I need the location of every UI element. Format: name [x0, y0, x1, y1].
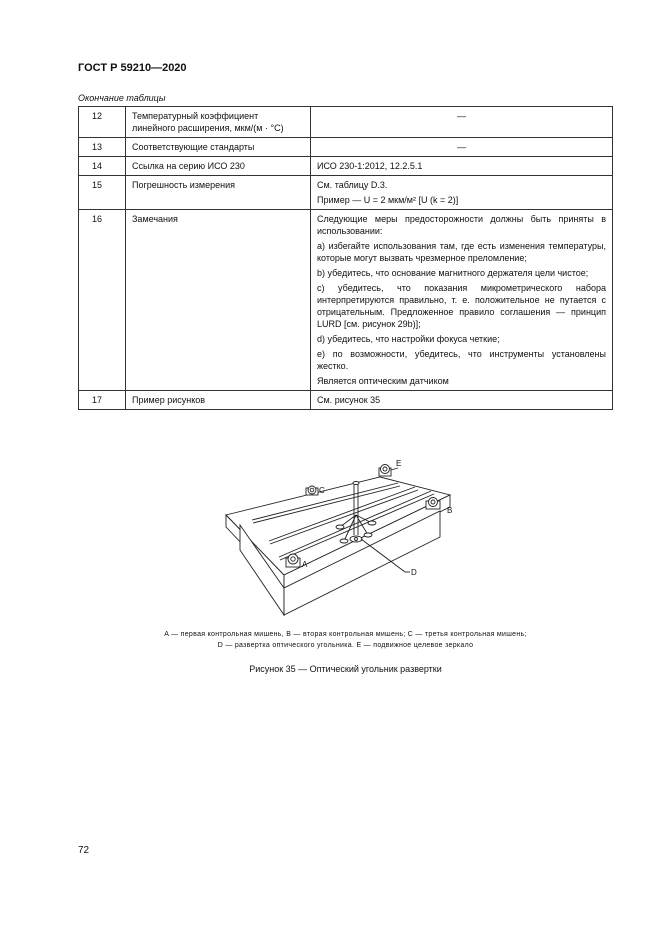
row-name: Пример рисунков [126, 391, 311, 410]
row-value: См. рисунок 35 [311, 391, 613, 410]
remark-paragraph: Следующие меры предосторожности должны быть приняты в использовании: [317, 214, 606, 236]
target-c [306, 486, 318, 495]
page-number: 72 [78, 845, 90, 856]
row-value: — [311, 138, 613, 157]
remark-paragraph: Является оптическим датчиком [317, 376, 449, 386]
legend-line: A — первая контрольная мишень, B — вторая контрольная мишень; C — третья контрольная мишень; [164, 631, 527, 638]
remark-paragraph: a) избегайте использования там, где есть изменения температуры, которые могут вызвать чрезмерное преломление; [317, 241, 606, 263]
row-value [311, 210, 613, 391]
label-d: D [411, 568, 417, 577]
row-number: 15 [79, 176, 126, 210]
row-value: — [311, 107, 613, 138]
legend-line: D — развертка оптического угольника. E — подвижное целевое зеркало [217, 642, 474, 649]
label-a: A [302, 560, 308, 569]
remark-paragraph: b) убедитесь, что основание магнитного держателя цели чистое; [317, 268, 589, 278]
label-b: B [447, 506, 453, 515]
row-number: 17 [79, 391, 126, 410]
document-header: ГОСТ Р 59210—2020 [78, 62, 187, 74]
spec-table [78, 106, 613, 410]
row-number: 14 [79, 157, 126, 176]
table-row [79, 176, 613, 210]
row-number: 16 [79, 210, 126, 391]
row-name: Замечания [126, 210, 311, 391]
figure-caption: Рисунок 35 — Оптический угольник развертки [249, 664, 442, 674]
label-e: E [396, 459, 402, 468]
row-name: Погрешность измерения [126, 176, 311, 210]
figure-legend [78, 629, 613, 651]
remark-paragraph: c) убедитесь, что показания микрометрического набора интерпретируются правильно, т. е. положительное не путается с отрицательным. Предложенное правило соглашения — принцип LURD [см. рисунок 29b)]; [317, 283, 606, 329]
row-number: 13 [79, 138, 126, 157]
row-number: 12 [79, 107, 126, 138]
table-row [79, 157, 613, 176]
row-value [311, 176, 613, 210]
row-name: Соответствующие стандарты [126, 138, 311, 157]
table-row [79, 138, 613, 157]
row-value: ИСО 230-1:2012, 12.2.5.1 [311, 157, 613, 176]
table-row [79, 391, 613, 410]
value-line: См. таблицу D.3. [317, 180, 388, 190]
value-line: Пример — U = 2 мкм/м² [U (k = 2)] [317, 195, 459, 205]
table-row [79, 210, 613, 391]
target-e [379, 465, 391, 477]
table-row [79, 107, 613, 138]
row-name: Температурный коэффициент линейного расширения, мкм/(м · °С) [126, 107, 311, 138]
table-continuation-caption: Окончание таблицы [78, 93, 166, 103]
remark-paragraph: d) убедитесь, что настройки фокуса четкие; [317, 334, 500, 344]
label-c: C [319, 486, 325, 495]
row-name: Ссылка на серию ИСО 230 [126, 157, 311, 176]
remark-paragraph: e) по возможности, убедитесь, что инструменты установлены жестко. [317, 349, 606, 371]
optical-square-figure [222, 455, 472, 620]
